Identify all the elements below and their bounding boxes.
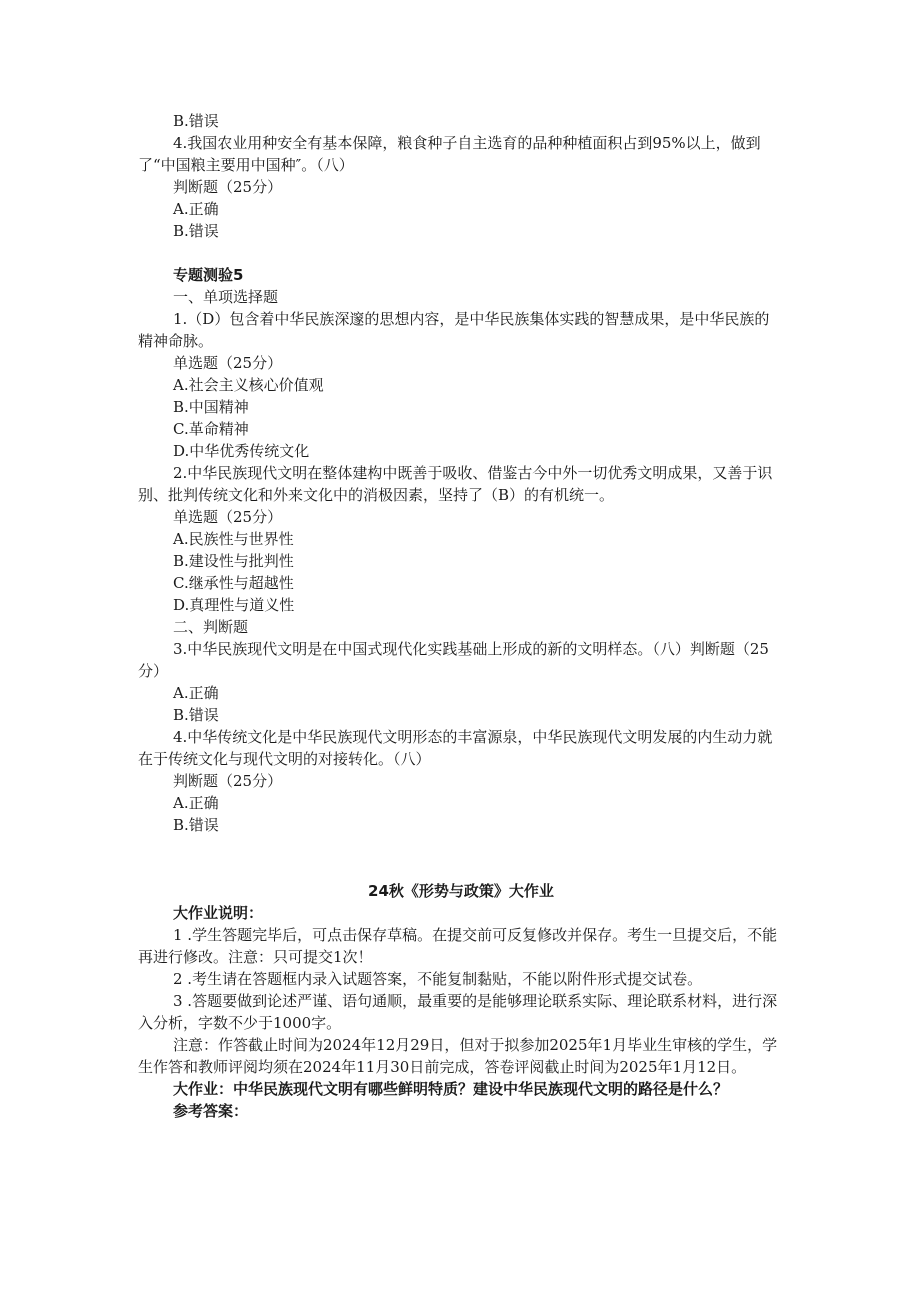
question-2-type: 单选题（25分） bbox=[173, 508, 283, 526]
question-4-text: 4.我国农业用种安全有基本保障，粮食种子自主选育的品种种植面积占到95%以上，做到了“中国粮主要用中国种″。（八） bbox=[138, 134, 761, 174]
option-a: A.社会主义核心价值观 bbox=[173, 376, 324, 394]
option-d: D.真理性与道义性 bbox=[173, 596, 295, 614]
question-3-text: 3.中华民族现代文明是在中国式现代化实践基础上形成的新的文明样态。（八）判断题（25分） bbox=[138, 640, 769, 680]
section-heading: 一、单项选择题 bbox=[173, 288, 279, 306]
option-b: B.错误 bbox=[173, 706, 219, 724]
question-4-type: 判断题（25分） bbox=[173, 178, 283, 196]
question-1-text: 1.（D）包含着中华民族深邃的思想内容，是中华民族集体实践的智慧成果，是中华民族的精神命脉。 bbox=[138, 310, 770, 350]
section-heading: 二、判断题 bbox=[173, 618, 249, 636]
option-b: B.建设性与批判性 bbox=[173, 552, 294, 570]
assignment-item: 1 .学生答题完毕后，可点击保存草稿。在提交前可反复修改并保存。考生一旦提交后，不能再进行修改。注意：只可提交1次！ bbox=[138, 926, 778, 966]
question-4-text: 4.中华传统文化是中华民族现代文明形态的丰富源泉，中华民族现代文明发展的内生动力就在于传统文化与现代文明的对接转化。（八） bbox=[138, 728, 773, 768]
option-b: B.错误 bbox=[173, 816, 219, 834]
option-a: A.正确 bbox=[173, 200, 219, 218]
question-1-type: 单选题（25分） bbox=[173, 354, 283, 372]
option-a: A.正确 bbox=[173, 684, 219, 702]
document-content bbox=[138, 110, 784, 1122]
quiz-title: 专题测验5 bbox=[173, 266, 244, 284]
option-b: B.中国精神 bbox=[173, 398, 249, 416]
option-b: B.错误 bbox=[173, 222, 219, 240]
assignment-question: 大作业：中华民族现代文明有哪些鲜明特质？建设中华民族现代文明的路径是什么？ bbox=[173, 1080, 729, 1098]
assignment-item: 2 .考生请在答题框内录入试题答案，不能复制黏贴，不能以附件形式提交试卷。 bbox=[173, 970, 703, 988]
option-a: A.正确 bbox=[173, 794, 219, 812]
answer-label: 参考答案： bbox=[173, 1102, 249, 1120]
option-a: A.民族性与世界性 bbox=[173, 530, 294, 548]
assignment-item: 3 .答题要做到论述严谨、语句通顺，最重要的是能够理论联系实际、理论联系材料，进行深入分析，字数不少于1000字。 bbox=[138, 992, 778, 1032]
question-2-text: 2.中华民族现代文明在整体建构中既善于吸收、借鉴古今中外一切优秀文明成果，又善于识别、批判传统文化和外来文化中的消极因素，坚持了（B）的有机统一。 bbox=[138, 464, 773, 504]
option-d: D.中华优秀传统文化 bbox=[173, 442, 310, 460]
option-c: C.革命精神 bbox=[173, 420, 249, 438]
assignment-title: 24秋《形势与政策》大作业 bbox=[368, 882, 554, 900]
assignment-note: 注意：作答截止时间为2024年12月29日，但对于拟参加2025年1月毕业生审核的学生，学生作答和教师评阅均须在2024年11月30日前完成，答卷评阅截止时间为2025年1月12日。 bbox=[138, 1036, 778, 1076]
option-c: C.继承性与超越性 bbox=[173, 574, 294, 592]
question-4-type: 判断题（25分） bbox=[173, 772, 283, 790]
assignment-desc-title: 大作业说明： bbox=[173, 904, 264, 922]
option-b: B.错误 bbox=[173, 112, 219, 130]
